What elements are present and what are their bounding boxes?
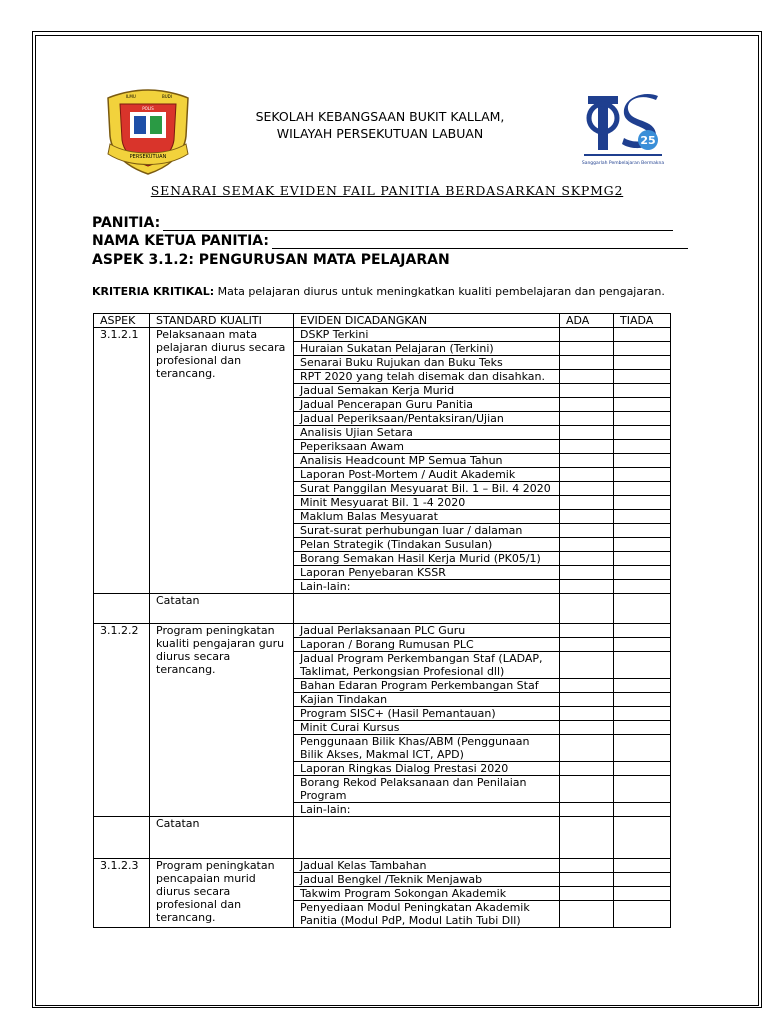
aspek-code: 3.1.2.3 (94, 859, 150, 928)
ada-checkbox-cell[interactable] (560, 328, 614, 342)
ada-checkbox-cell[interactable] (560, 707, 614, 721)
ada-checkbox-cell[interactable] (560, 901, 614, 928)
evidence-item: Penyediaan Modul Peningkatan Akademik Panitia (Modul PdP, Modul Latih Tubi Dll) (294, 901, 560, 928)
ada-checkbox-cell[interactable] (560, 803, 614, 817)
header-standard: STANDARD KUALITI (150, 314, 294, 328)
ada-checkbox-cell[interactable] (560, 342, 614, 356)
evidence-item: Laporan Post-Mortem / Audit Akademik (294, 468, 560, 482)
tiada-checkbox-cell[interactable] (614, 342, 671, 356)
school-name (240, 108, 520, 142)
evidence-item: Takwim Program Sokongan Akademik (294, 887, 560, 901)
tiada-checkbox-cell[interactable] (614, 707, 671, 721)
crest-motto-right: BUDI (162, 94, 172, 99)
evidence-item: Jadual Kelas Tambahan (294, 859, 560, 873)
kriteria-text: Mata pelajaran diurus untuk meningkatkan kualiti pembelajaran dan pengajaran. (217, 285, 665, 298)
ada-checkbox-cell[interactable] (560, 496, 614, 510)
ada-checkbox-cell[interactable] (560, 638, 614, 652)
ada-checkbox-cell[interactable] (560, 887, 614, 901)
crest-ribbon-text: PERSEKUTUAN (129, 154, 167, 160)
evidence-item: Lain-lain: (294, 580, 560, 594)
evidence-item: Minit Mesyuarat Bil. 1 -4 2020 (294, 496, 560, 510)
evidence-item: Kajian Tindakan (294, 693, 560, 707)
school-name-line2: WILAYAH PERSEKUTUAN LABUAN (276, 126, 484, 141)
catatan-note-cell[interactable] (294, 594, 560, 624)
ada-checkbox-cell[interactable] (560, 580, 614, 594)
tiada-checkbox-cell[interactable] (614, 580, 671, 594)
ada-checkbox-cell[interactable] (560, 356, 614, 370)
ketua-field (92, 233, 688, 249)
tiada-checkbox-cell[interactable] (614, 370, 671, 384)
ada-checkbox-cell[interactable] (560, 398, 614, 412)
standard-kualiti: Program peningkatan pencapaian murid diurus secara profesional dan terancang. (150, 859, 294, 928)
header-ada: ADA (560, 314, 614, 328)
catatan-row (94, 594, 671, 624)
tiada-checkbox-cell[interactable] (614, 482, 671, 496)
tiada-checkbox-cell[interactable] (614, 762, 671, 776)
evidence-item: RPT 2020 yang telah disemak dan disahkan. (294, 370, 560, 384)
ada-checkbox-cell[interactable] (560, 693, 614, 707)
evidence-item: Jadual Semakan Kerja Murid (294, 384, 560, 398)
ada-checkbox-cell[interactable] (560, 624, 614, 638)
ada-checkbox-cell[interactable] (560, 776, 614, 803)
crest-band-text: POLIS (142, 106, 154, 111)
table-row (94, 859, 671, 873)
catatan-label: Catatan (150, 817, 294, 859)
tiada-checkbox-cell[interactable] (614, 693, 671, 707)
evidence-item: Lain-lain: (294, 803, 560, 817)
evidence-item: DSKP Terkini (294, 328, 560, 342)
panitia-label: PANITIA: (92, 215, 161, 231)
crest-motto-left: ILMU (126, 94, 136, 99)
catatan-aspek-blank (94, 817, 150, 859)
ada-checkbox-cell[interactable] (560, 482, 614, 496)
ada-checkbox-cell[interactable] (560, 552, 614, 566)
tiada-checkbox-cell[interactable] (614, 496, 671, 510)
checklist-table (93, 313, 671, 928)
evidence-item: Jadual Pencerapan Guru Panitia (294, 398, 560, 412)
tiada-checkbox-cell[interactable] (614, 538, 671, 552)
catatan-row (94, 817, 671, 859)
tiada-checkbox-cell[interactable] (614, 873, 671, 887)
tiada-checkbox-cell[interactable] (614, 859, 671, 873)
catatan-label: Catatan (150, 594, 294, 624)
table-row (94, 624, 671, 638)
tiada-checkbox-cell[interactable] (614, 384, 671, 398)
tiada-checkbox-cell[interactable] (614, 735, 671, 762)
ada-checkbox-cell[interactable] (560, 873, 614, 887)
tiada-checkbox-cell[interactable] (614, 524, 671, 538)
standard-kualiti: Program peningkatan kualiti pengajaran guru diurus secara terancang. (150, 624, 294, 817)
evidence-item: Laporan Penyebaran KSSR (294, 566, 560, 580)
tiada-checkbox-cell[interactable] (614, 552, 671, 566)
school-name-line1: SEKOLAH KEBANGSAAN BUKIT KALLAM, (255, 109, 505, 124)
ts25-logo (578, 88, 668, 170)
catatan-ada-cell[interactable] (560, 817, 614, 859)
catatan-tiada-cell[interactable] (614, 817, 671, 859)
tiada-checkbox-cell[interactable] (614, 440, 671, 454)
tiada-checkbox-cell[interactable] (614, 652, 671, 679)
ada-checkbox-cell[interactable] (560, 652, 614, 679)
kriteria-kritikal (92, 285, 665, 298)
tiada-checkbox-cell[interactable] (614, 566, 671, 580)
evidence-item: Maklum Balas Mesyuarat (294, 510, 560, 524)
evidence-item: Peperiksaan Awam (294, 440, 560, 454)
tiada-checkbox-cell[interactable] (614, 328, 671, 342)
evidence-item: Bahan Edaran Program Perkembangan Staf (294, 679, 560, 693)
catatan-note-cell[interactable] (294, 817, 560, 859)
tiada-checkbox-cell[interactable] (614, 803, 671, 817)
tiada-checkbox-cell[interactable] (614, 901, 671, 928)
tiada-checkbox-cell[interactable] (614, 679, 671, 693)
evidence-item: Program SISC+ (Hasil Pemantauan) (294, 707, 560, 721)
evidence-item: Jadual Bengkel /Teknik Menjawab (294, 873, 560, 887)
tiada-checkbox-cell[interactable] (614, 638, 671, 652)
ada-checkbox-cell[interactable] (560, 510, 614, 524)
panitia-field (92, 215, 673, 231)
tiada-checkbox-cell[interactable] (614, 624, 671, 638)
catatan-tiada-cell[interactable] (614, 594, 671, 624)
catatan-aspek-blank (94, 594, 150, 624)
standard-kualiti: Pelaksanaan mata pelajaran diurus secara profesional dan terancang. (150, 328, 294, 594)
evidence-item: Surat-surat perhubungan luar / dalaman (294, 524, 560, 538)
ada-checkbox-cell[interactable] (560, 735, 614, 762)
evidence-item: Penggunaan Bilik Khas/ABM (Penggunaan Bilik Akses, Makmal ICT, APD) (294, 735, 560, 762)
evidence-item: Jadual Perlaksanaan PLC Guru (294, 624, 560, 638)
ketua-label: NAMA KETUA PANITIA: (92, 233, 269, 249)
ada-checkbox-cell[interactable] (560, 524, 614, 538)
evidence-item: Senarai Buku Rujukan dan Buku Teks (294, 356, 560, 370)
evidence-item: Analisis Ujian Setara (294, 426, 560, 440)
tiada-checkbox-cell[interactable] (614, 887, 671, 901)
table-header-row (94, 314, 671, 328)
table-row (94, 328, 671, 342)
ketua-blank-line[interactable] (272, 234, 688, 249)
ada-checkbox-cell[interactable] (560, 468, 614, 482)
kriteria-label: KRITERIA KRITIKAL: (92, 285, 215, 298)
aspek-code: 3.1.2.1 (94, 328, 150, 594)
ada-checkbox-cell[interactable] (560, 384, 614, 398)
ada-checkbox-cell[interactable] (560, 538, 614, 552)
evidence-item: Huraian Sukatan Pelajaran (Terkini) (294, 342, 560, 356)
tiada-checkbox-cell[interactable] (614, 356, 671, 370)
tiada-checkbox-cell[interactable] (614, 468, 671, 482)
evidence-item: Borang Rekod Pelaksanaan dan Penilaian Program (294, 776, 560, 803)
ada-checkbox-cell[interactable] (560, 762, 614, 776)
ada-checkbox-cell[interactable] (560, 426, 614, 440)
ada-checkbox-cell[interactable] (560, 721, 614, 735)
evidence-item: Laporan Ringkas Dialog Prestasi 2020 (294, 762, 560, 776)
ada-checkbox-cell[interactable] (560, 454, 614, 468)
header-aspek: ASPEK (94, 314, 150, 328)
catatan-ada-cell[interactable] (560, 594, 614, 624)
tiada-checkbox-cell[interactable] (614, 398, 671, 412)
tiada-checkbox-cell[interactable] (614, 426, 671, 440)
tiada-checkbox-cell[interactable] (614, 412, 671, 426)
tiada-checkbox-cell[interactable] (614, 454, 671, 468)
evidence-item: Laporan / Borang Rumusan PLC (294, 638, 560, 652)
ada-checkbox-cell[interactable] (560, 370, 614, 384)
ada-checkbox-cell[interactable] (560, 679, 614, 693)
evidence-item: Jadual Program Perkembangan Staf (LADAP, Taklimat, Perkongsian Profesional dll) (294, 652, 560, 679)
logo-number: 25 (640, 134, 656, 147)
tiada-checkbox-cell[interactable] (614, 510, 671, 524)
logo-caption: Sanggarlah Pembelajaran Bermakna (581, 161, 665, 166)
document-title: SENARAI SEMAK EVIDEN FAIL PANITIA BERDASARKAN SKPMG2 (150, 183, 624, 198)
header-tiada: TIADA (614, 314, 671, 328)
panitia-blank-line[interactable] (163, 216, 673, 231)
ada-checkbox-cell[interactable] (560, 412, 614, 426)
evidence-item: Surat Panggilan Mesyuarat Bil. 1 – Bil. 4 2020 (294, 482, 560, 496)
tiada-checkbox-cell[interactable] (614, 721, 671, 735)
evidence-item: Analisis Headcount MP Semua Tahun (294, 454, 560, 468)
aspek-code: 3.1.2.2 (94, 624, 150, 817)
header-eviden: EVIDEN DICADANGKAN (294, 314, 560, 328)
ada-checkbox-cell[interactable] (560, 566, 614, 580)
tiada-checkbox-cell[interactable] (614, 776, 671, 803)
evidence-item: Borang Semakan Hasil Kerja Murid (PK05/1) (294, 552, 560, 566)
ada-checkbox-cell[interactable] (560, 440, 614, 454)
aspek-heading: ASPEK 3.1.2: PENGURUSAN MATA PELAJARAN (92, 252, 450, 268)
evidence-item: Minit Curai Kursus (294, 721, 560, 735)
evidence-item: Pelan Strategik (Tindakan Susulan) (294, 538, 560, 552)
ada-checkbox-cell[interactable] (560, 859, 614, 873)
school-crest-logo (100, 84, 196, 176)
evidence-item: Jadual Peperiksaan/Pentaksiran/Ujian (294, 412, 560, 426)
